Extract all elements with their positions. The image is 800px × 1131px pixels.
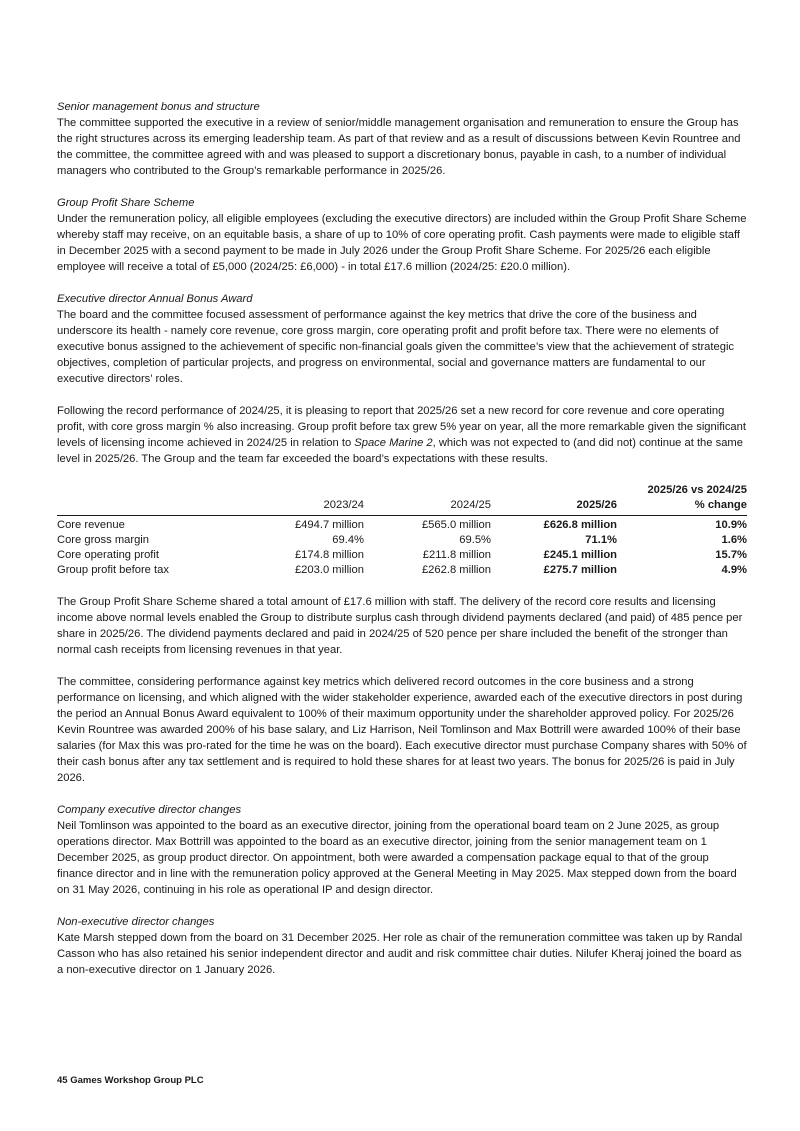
change-header-top: 2025/26 vs 2024/25 — [647, 484, 747, 496]
table-row — [57, 516, 747, 534]
row-label: Core operating profit — [57, 549, 159, 561]
table-cell: £262.8 million — [421, 564, 491, 576]
table-cell: 69.5% — [459, 534, 491, 546]
table-cell: £203.0 million — [294, 564, 364, 576]
column-header: 2025/26 — [491, 498, 617, 516]
table-cell: 69.4% — [332, 534, 364, 546]
table-header-row — [57, 498, 747, 516]
game-title: Space Marine 2 — [354, 437, 433, 449]
row-label: Group profit before tax — [57, 564, 169, 576]
table-cell: £565.0 million — [421, 519, 491, 531]
section-body: The board and the committee focused assessment of performance against the key metrics that drive the core of the business and underscore its health - namely core revenue, core gross margin, core operating profit and profit before tax. There were no elements of executive bonus assigned to the achievement of specific non-financial goals given the committee’s view that the achievement of strategic objectives, completion of particular projects, and progress on environmental, social and governance matters are fundamental to our executive directors’ roles. — [57, 309, 735, 385]
paragraph: The Group Profit Share Scheme shared a total amount of £17.6 million with staff. The delivery of the record core results and licensing income above normal levels enabled the Group to distribute surplus cash through dividend payments declared (and paid) of 485 pence per share in 2025/26. The dividend payments declared and paid in 2024/25 of 520 pence per share included the benefit of the stronger than normal cash receipts from licensing revenues in that year. — [57, 596, 743, 656]
table-row — [57, 563, 747, 578]
section-heading: Senior management bonus and structure — [57, 101, 260, 113]
section-body: Kate Marsh stepped down from the board on 31 December 2025. Her role as chair of the remuneration committee was taken up by Randal Casson who has also retained his senior independent director and audit and risk committee chair duties. Nilufer Kheraj joined the board as a non-executive director on 1 January 2026. — [57, 932, 743, 976]
table-cell: 15.7% — [715, 549, 747, 561]
column-header: % change — [617, 498, 747, 516]
paragraph — [57, 403, 747, 467]
section-executive-director-changes — [57, 802, 747, 898]
table-cell: £626.8 million — [543, 519, 617, 531]
table-cell: £275.7 million — [543, 564, 617, 576]
page-content — [57, 99, 747, 994]
section-body: Under the remuneration policy, all eligible employees (excluding the executive directors) are included within the Group Profit Share Scheme whereby staff may receive, on an equitable basis, a share of up to 10% of core operating profit. Cash payments were made to eligible staff in December 2025 with a second payment to be made in July 2026 under the Group Profit Share Scheme. For 2025/26 each eligible employee will receive a total of £5,000 (2024/25: £6,000) - in total £17.6 million (2024/25: £20.0 million). — [57, 213, 747, 273]
column-header: 2023/24 — [187, 498, 364, 516]
section-heading: Executive director Annual Bonus Award — [57, 293, 253, 305]
section-heading: Company executive director changes — [57, 804, 242, 816]
column-header: 2024/25 — [364, 498, 491, 516]
section-senior-management-bonus — [57, 99, 747, 179]
table-cell: 1.6% — [721, 534, 747, 546]
annual-bonus-award-paragraph — [57, 674, 747, 786]
section-body: Neil Tomlinson was appointed to the board as an executive director, joining from the operational board team on 2 June 2025, as group operations director. Max Bottrill was appointed to the board as an executive director, joining from the senior management team on 1 December 2025, as group product director. On appointment, both were awarded a compensation package equal to that of the group finance director and in line with the remuneration policy approved at the General Meeting in May 2025. Max stepped down from the board on 31 May 2026, continuing in his role as operational IP and design director. — [57, 820, 737, 896]
section-group-profit-share — [57, 195, 747, 275]
profit-share-dividend-paragraph — [57, 594, 747, 658]
table-cell: £174.8 million — [294, 549, 364, 561]
table-header-row-top — [57, 483, 747, 498]
section-heading: Non-executive director changes — [57, 916, 215, 928]
section-non-executive-director-changes — [57, 914, 747, 978]
section-heading: Group Profit Share Scheme — [57, 197, 195, 209]
section-body: The committee supported the executive in a review of senior/middle management organisation and remuneration to ensure the Group has the right structures across its emerging leadership team. As part of that review and as a result of discussions between Kevin Rountree and the committee, the committee agreed with and was pleased to support a discretionary bonus, payable in cash, to a number of individual managers who contributed to the Group’s remarkable performance in 2025/26. — [57, 117, 741, 177]
page-footer: 45 Games Workshop Group PLC — [57, 1075, 204, 1086]
table-row — [57, 533, 747, 548]
paragraph: The committee, considering performance against key metrics which delivered record outcomes in the core business and a strong performance on licensing, and which aligned with the wider stakeholder experience, awarded each of the executive directors in post during the period an Annual Bonus Award equivalent to 100% of their maximum opportunity under the shareholder approved policy. For 2025/26 Kevin Rountree was awarded 200% of his base salary, and Liz Harrison, Neil Tomlinson and Max Bottrill were awarded 100% of their base salaries (for Max this was pro-rated for the time he was on the board). Each executive director must purchase Company shares with 50% of their cash bonus after any tax settlement and is required to hold these shares for at least two years. The bonus for 2025/26 is paid in July 2026. — [57, 676, 747, 784]
section-annual-bonus-award — [57, 291, 747, 387]
table-cell: 71.1% — [585, 534, 617, 546]
table-cell: £211.8 million — [422, 549, 491, 561]
table-cell: £245.1 million — [543, 549, 617, 561]
row-label: Core gross margin — [57, 534, 150, 546]
performance-table — [57, 483, 747, 578]
row-label: Core revenue — [57, 519, 125, 531]
record-performance-paragraph — [57, 403, 747, 467]
paragraph-text: , which was not expected to (and did not) continue at the same level in 2025/26. The Group and the team far exceeded the board’s expectations with these results. — [57, 437, 743, 465]
table-cell: 4.9% — [721, 564, 747, 576]
table-cell: 10.9% — [715, 519, 747, 531]
table-row — [57, 548, 747, 563]
paragraph-text: Following the record performance of 2024/25, it is pleasing to report that 2025/26 set a new record for core revenue and core operating profit, with core gross margin % also increasing. Group profit before tax grew 5% year on year, all the more remarkable given the significant levels of licensing income achieved in 2024/25 in relation to — [57, 405, 746, 449]
table-cell: £494.7 million — [294, 519, 364, 531]
